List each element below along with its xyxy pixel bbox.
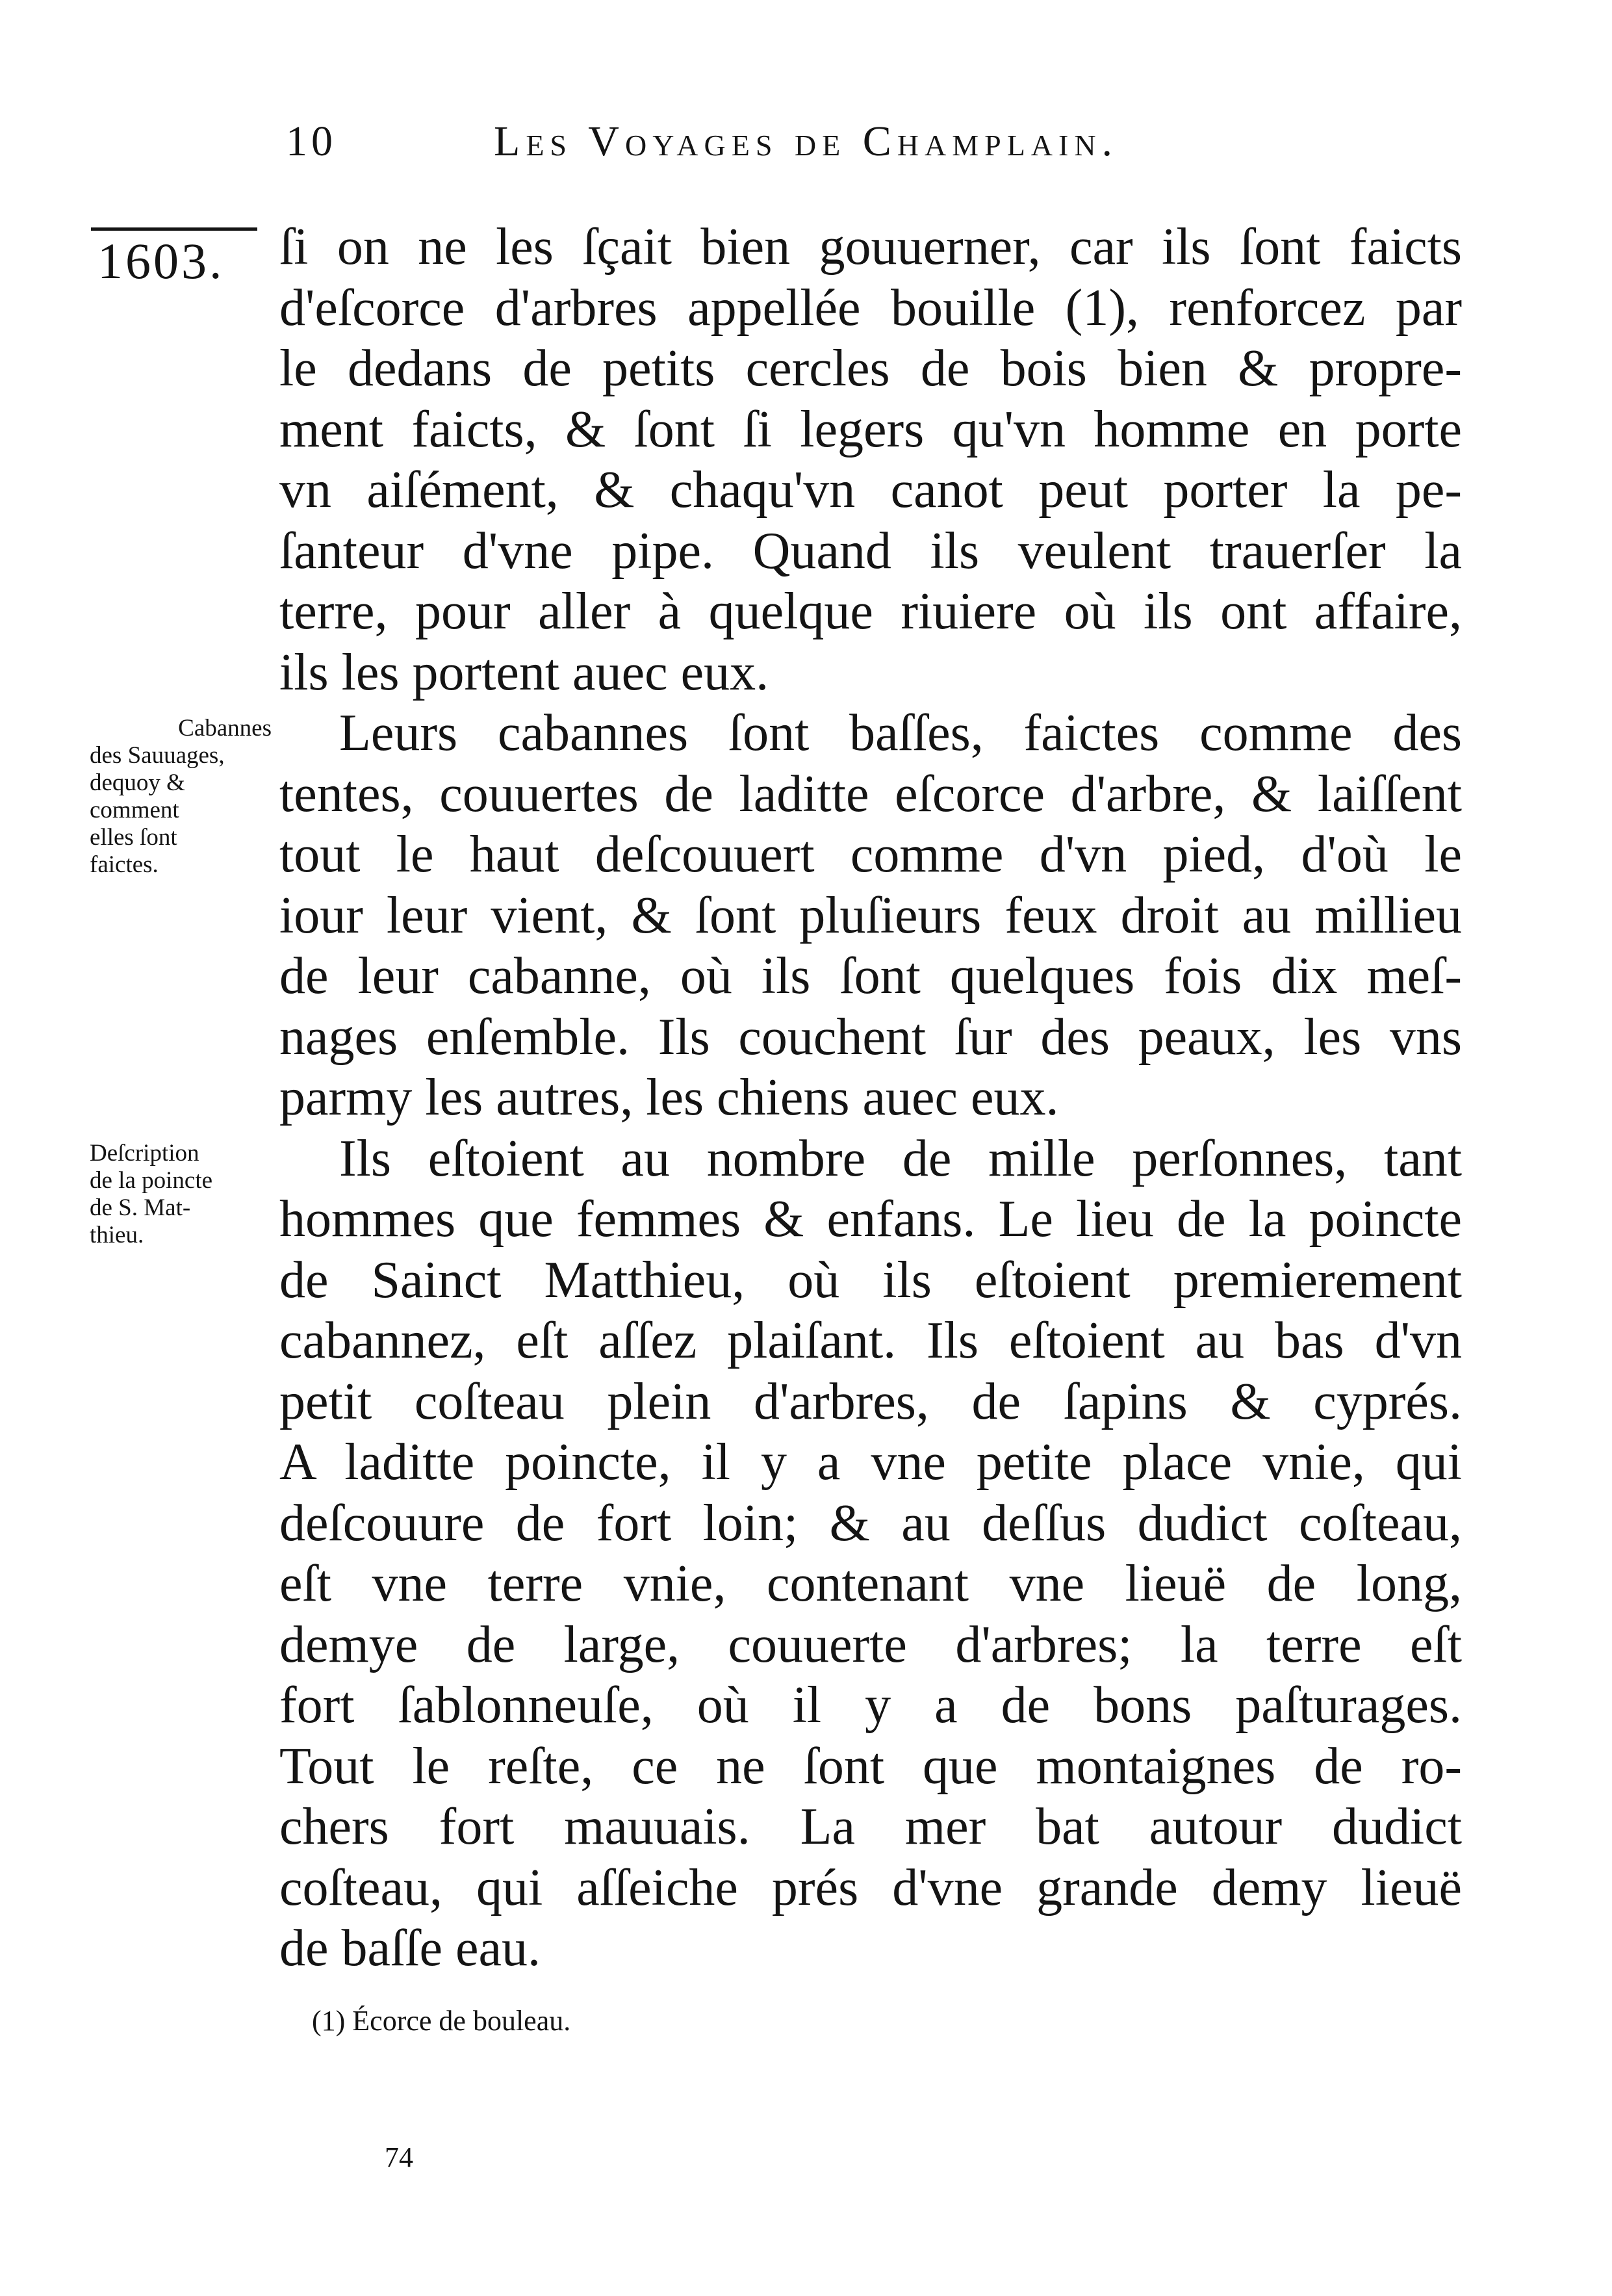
text-line: tout le haut deſcouuert comme d'vn pied, d'où le bbox=[279, 826, 1462, 883]
body-text bbox=[279, 217, 1462, 1980]
text-line: parmy les autres, les chiens auec eux. bbox=[279, 1069, 1059, 1126]
text-line: cabannez, eſt aſſez plaiſant. Ils eſtoient au bas d'vn bbox=[279, 1312, 1462, 1369]
text-line: Ils eſtoient au nombre de mille perſonnes, tant bbox=[339, 1129, 1462, 1187]
footnote: (1) Écorce de bouleau. bbox=[312, 2005, 571, 2037]
text-line: ils les portent auec eux. bbox=[279, 643, 769, 701]
text-line: A laditte poincte, il y a vne petite place vnie, qui bbox=[279, 1434, 1462, 1491]
text-line: vn aiſément, & chaqu'vn canot peut porter la pe- bbox=[279, 461, 1462, 519]
text-line: tentes, couuertes de laditte eſcorce d'arbre, & laiſſent bbox=[279, 765, 1462, 823]
text-line: coſteau, qui aſſeiche prés d'vne grande demy lieuë bbox=[279, 1859, 1462, 1916]
text-line: ment faicts, & ſont ſi legers qu'vn homme en porte bbox=[279, 400, 1462, 458]
text-line: Tout le reſte, ce ne ſont que montaignes de ro- bbox=[279, 1737, 1462, 1795]
text-line: chers fort mauuais. La mer bat autour dudict bbox=[279, 1798, 1462, 1855]
text-line: deſcouure de fort loin; & au deſſus dudict coſteau, bbox=[279, 1494, 1462, 1552]
text-line: de leur cabanne, où ils ſont quelques fois dix meſ- bbox=[279, 948, 1462, 1005]
text-line: le dedans de petits cercles de bois bien & propre- bbox=[279, 340, 1462, 397]
text-line: iour leur vient, & ſont pluſieurs feux droit au millieu bbox=[279, 886, 1462, 944]
margin-note-description bbox=[90, 1140, 272, 1249]
margin-note-line: de la poincte bbox=[90, 1167, 213, 1194]
margin-note-line: comment bbox=[90, 797, 179, 823]
text-line: hommes que femmes & enfans. Le lieu de la poincte bbox=[279, 1191, 1462, 1248]
margin-note-line: elles ſont bbox=[90, 824, 177, 851]
text-line: terre, pour aller à quelque riuiere où ils ont affaire, bbox=[279, 583, 1462, 640]
margin-note-line: de S. Mat- bbox=[90, 1194, 191, 1221]
running-head bbox=[286, 117, 1325, 175]
text-line: de baſſe eau. bbox=[279, 1920, 541, 1977]
running-title: Les Voyages de Champlain. bbox=[494, 118, 1119, 165]
text-line: d'eſcorce d'arbres appellée bouille (1), renforcez par bbox=[279, 279, 1462, 337]
text-line: demye de large, couuerte d'arbres; la terre eſt bbox=[279, 1616, 1462, 1673]
text-line: petit coſteau plein d'arbres, de ſapins & cyprés. bbox=[279, 1373, 1462, 1430]
text-line: eſt vne terre vnie, contenant vne lieuë de long, bbox=[279, 1555, 1462, 1612]
margin-note-line: Cabannes bbox=[178, 715, 272, 742]
margin-note-cabannes bbox=[90, 715, 272, 879]
text-line: fort ſablonneuſe, où il y a de bons paſturages. bbox=[279, 1677, 1462, 1734]
margin-note-line: Deſcription bbox=[90, 1140, 199, 1167]
signature-mark: 74 bbox=[385, 2141, 413, 2173]
text-line: nages enſemble. Ils couchent ſur des peaux, les vns bbox=[279, 1008, 1462, 1066]
margin-note-line: dequoy & bbox=[90, 769, 185, 796]
margin-year: 1603. bbox=[97, 233, 225, 289]
margin-note-line: des Sauuages, bbox=[90, 742, 225, 769]
margin-note-line: thieu. bbox=[90, 1222, 144, 1248]
text-line: Leurs cabannes ſont baſſes, faictes comme des bbox=[339, 704, 1462, 762]
margin-note-line: faictes. bbox=[90, 851, 159, 878]
page-number: 10 bbox=[286, 118, 337, 165]
text-line: ſanteur d'vne pipe. Quand ils veulent trauerſer la bbox=[279, 522, 1462, 580]
text-line: de Sainct Matthieu, où ils eſtoient premierement bbox=[279, 1251, 1462, 1309]
text-line: ſi on ne les ſçait bien gouuerner, car ils ſont faicts bbox=[279, 218, 1462, 276]
